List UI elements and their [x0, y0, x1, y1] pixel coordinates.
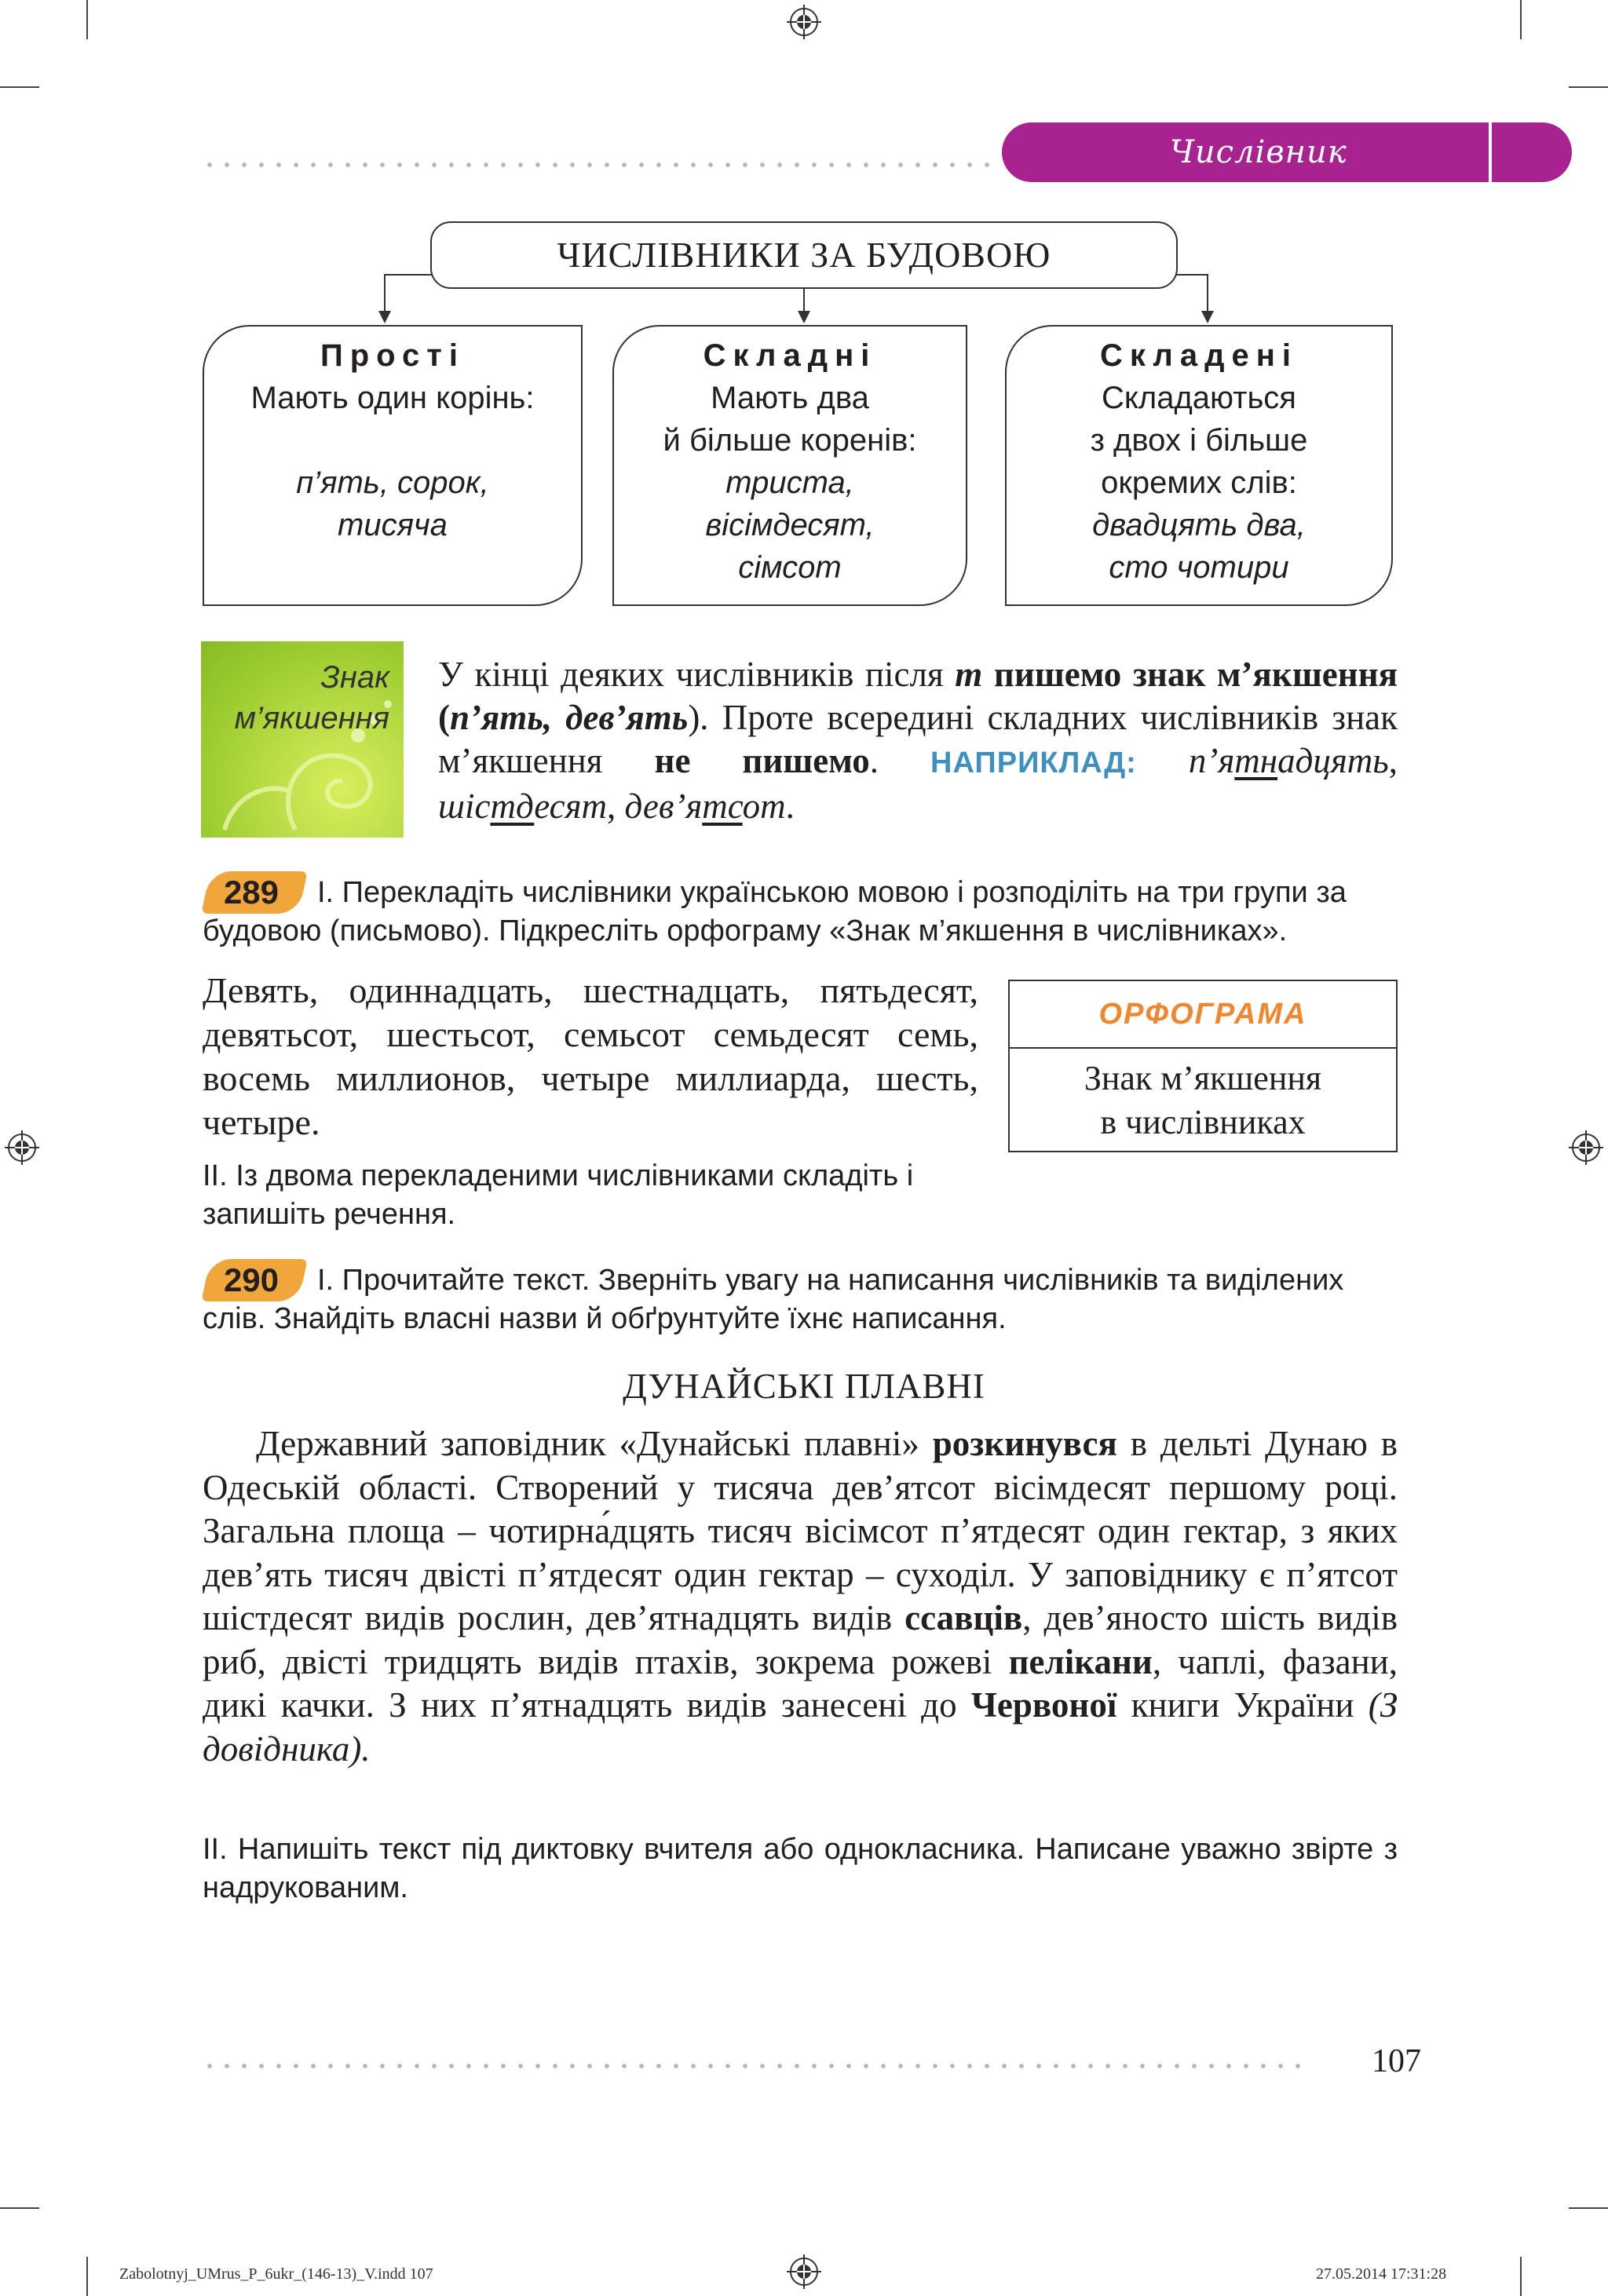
footer-date: 27.05.2014 17:31:28	[1316, 2265, 1447, 2283]
for-example-label: НАПРИКЛАД:	[930, 746, 1137, 779]
rule-label-line: м’якшення	[234, 701, 389, 736]
diagram-connectors	[0, 0, 1608, 330]
orthogram-title: ОРФОГРАМА	[1010, 981, 1396, 1049]
category-title: Складні	[703, 338, 877, 373]
text: не пишемо	[654, 741, 870, 780]
text: пишемо знак м’якшення	[982, 655, 1398, 694]
text: адцять	[1277, 741, 1389, 780]
text-title: ДУНАЙСЬКІ ПЛАВНІ	[623, 1367, 985, 1406]
example-word	[438, 787, 607, 826]
registration-mark-icon	[5, 1130, 39, 1165]
orthogram-box	[1008, 980, 1398, 1152]
text: .	[869, 741, 931, 780]
exercise-number: 290	[223, 1261, 280, 1298]
underlined-text: тн	[1234, 741, 1278, 780]
page-number: 107	[1372, 2043, 1421, 2079]
text: Державний заповідник «Дунайські плавні»	[256, 1424, 933, 1463]
example-word	[1189, 741, 1389, 780]
text: есят	[534, 787, 608, 826]
category-example: п’ять, сорок,	[296, 465, 489, 500]
registration-mark-icon	[1569, 1130, 1603, 1165]
category-description: з двох і більше	[1090, 423, 1308, 458]
text: шіс	[438, 787, 491, 826]
rule-label-line: Знак	[320, 660, 389, 695]
trim-mark	[1520, 2257, 1522, 2296]
text: т	[955, 655, 983, 694]
category-description: Складаються	[1102, 381, 1296, 415]
orthogram-line: в числівниках	[1100, 1103, 1306, 1141]
highlighted-word: Червоної	[970, 1685, 1117, 1725]
category-example: вісімдесят,	[705, 508, 875, 542]
category-example: сімсот	[738, 550, 842, 585]
text: ,	[607, 787, 625, 826]
rule-text	[438, 653, 1398, 828]
category-composite	[1005, 325, 1393, 606]
text: п’я	[1188, 741, 1235, 780]
category-example: триста,	[725, 465, 854, 500]
exercise-task: І. Перекладіть числівники українською мовою і розподіліть на три групи за будовою (письмово). Підкресліть орфограму «Знак м’якшення в числівниках».	[203, 876, 1347, 947]
category-example: сто чотири	[1109, 550, 1289, 585]
text: ). Проте всередині складних числівників знак м’якшення	[438, 698, 1398, 780]
exercise-text: Девять, одиннадцать, шестнадцать, пятьдесят, девятьсот, шестьсот, семьсот семьдесят семь, восемь миллионов, четыре миллиарда, шесть, четыре.	[203, 970, 978, 1142]
text: книги України	[1116, 1685, 1369, 1725]
category-description: й більше коренів:	[663, 423, 917, 458]
exercise-task: ІІ. Із двома перекладеними числівниками складіть і запишіть речення.	[203, 1159, 914, 1231]
category-description: Мають два	[711, 381, 869, 415]
registration-mark-icon	[787, 2254, 821, 2289]
exercise-task: ІІ. Напишіть текст під диктовку вчителя або однокласника. Написане уважно звірте з надрукованим.	[203, 1833, 1398, 1904]
orthogram-line: Знак м’якшення	[1084, 1059, 1322, 1097]
category-description: Мають один корінь:	[250, 381, 535, 415]
underlined-text: тс	[702, 787, 743, 826]
trim-mark	[86, 2257, 88, 2296]
text: дев’я	[624, 787, 703, 826]
source-note: (З довідника).	[203, 1685, 1398, 1769]
category-description: окремих слів:	[1101, 465, 1297, 500]
trim-mark	[0, 2207, 39, 2209]
trim-mark	[1569, 2207, 1608, 2209]
highlighted-word: розкинувся	[932, 1424, 1117, 1463]
section-tab-label: Числівник	[1170, 134, 1347, 170]
text: (	[438, 698, 450, 737]
underlined-text: тд	[490, 787, 535, 826]
category-simple	[203, 325, 583, 606]
category-example: двадцять два,	[1092, 508, 1306, 542]
category-title: Складені	[1100, 338, 1298, 373]
text: , дев’яносто шість видів риб, двісті тридцять видів птахів, зокрема рожеві	[203, 1598, 1398, 1681]
rule-label-image	[201, 641, 404, 838]
category-compound	[612, 325, 967, 606]
highlighted-word: пелікани	[1008, 1641, 1153, 1681]
exercise-task: І. Прочитайте текст. Зверніть увагу на написання числівників та виділених слів. Знайдіть власні назви й обґрунтуйте їхнє написання.	[203, 1264, 1344, 1335]
category-example: тисяча	[338, 508, 448, 542]
text: .	[785, 787, 795, 826]
example-text: п’ять, дев’ять	[450, 698, 689, 737]
text: , чаплі, фазани, дикі качки. З них п’ятнадцять видів занесені до	[203, 1641, 1398, 1725]
text: от	[742, 787, 786, 826]
story-text	[203, 1422, 1398, 1771]
diagram-title: ЧИСЛІВНИКИ ЗА БУДОВОЮ	[430, 221, 1178, 289]
example-word	[625, 787, 786, 826]
footer-dotted-rule	[201, 2064, 1313, 2068]
footer-file-info: Zabolotnyj_UMrus_P_6ukr_(146-13)_V.indd 107	[119, 2265, 433, 2283]
text: в дельті Дунаю в Одеській області. Створений у тисяча дев’ятсот вісімдесят першому році. Загальна площа – чотирна́дцять тисяч вісімсот п’ятдесят один гектар, з яких дев’ять тисяч двісті п’ятдесят один гектар – суходіл. У заповіднику є п’ятсот шістдесят видів рослин, дев’ятнадцять видів	[203, 1424, 1398, 1637]
text: У кінці деяких числівників після	[438, 655, 956, 694]
text: ,	[1388, 741, 1398, 780]
highlighted-word: ссавців	[904, 1598, 1023, 1637]
rule-label	[235, 657, 389, 739]
exercise-number: 289	[223, 874, 280, 911]
category-title: Прості	[320, 338, 466, 373]
orthogram-body	[1010, 1057, 1396, 1144]
